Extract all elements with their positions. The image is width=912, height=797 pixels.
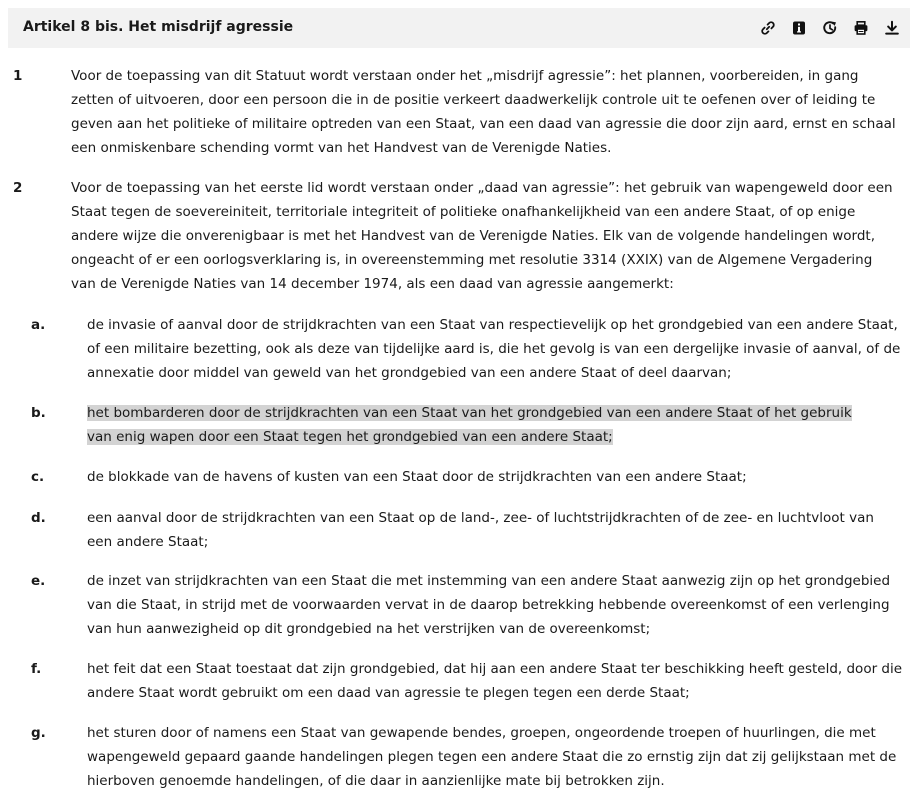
item-text: het feit dat een Staat toestaat dat zijn grondgebied, dat hij aan een andere Staat ter beschikking heeft gesteld, door die andere Staat wordt gebruikt om een daad van agressie te plegen tegen een derde Staat; (87, 661, 903, 701)
paragraph-number: 1 (13, 68, 23, 84)
item-text: de blokkade van de havens of kusten van een Staat door de strijdkrachten van een andere Staat; (87, 469, 747, 485)
paragraph-text: Voor de toepassing van dit Statuut wordt verstaan onder het „misdrijf agressie”: het plannen, voorbereiden, in gang zetten of uitvoeren, door een persoon die in de positie verkeert daadwerkelijk controle uit te oefenen over of leiding te geven aan het politieke of militaire optreden van een Staat, van een daad van agressie die door zijn aard, ernst en schaal een onmiskenbare schending vormt van het Handvest van de Verenigde Naties. (71, 68, 896, 156)
highlighted-text: het bombarderen door de strijdkrachten van een Staat van het grondgebied van een andere Staat of het gebruik van enig wapen door een Staat tegen het grondgebied van een andere Staat; (87, 405, 852, 445)
item-text: de invasie of aanval door de strijdkrachten van een Staat van respectievelijk op het grondgebied van een andere Staat, of een militaire bezetting, ook als deze van tijdelijke aard is, die het gevolg is van een dergelijke invasie of aanval, of de annexatie door middel van geweld van het grondgebied van een andere Staat of deel daarvan; (87, 317, 901, 381)
article-title: Artikel 8 bis. Het misdrijf agressie (23, 19, 294, 35)
item-text (87, 401, 877, 449)
article-toolbar (747, 18, 902, 38)
item-text: een aanval door de strijdkrachten van een Staat op de land-, zee- of luchtstrijdkrachten of de zee- en luchtvloot van een andere Staat; (87, 510, 874, 550)
item-letter: g. (31, 725, 46, 741)
print-icon[interactable] (851, 18, 871, 38)
item-letter: b. (31, 405, 46, 421)
item-letter: c. (31, 469, 45, 485)
history-icon[interactable] (820, 18, 840, 38)
item-text: het sturen door of namens een Staat van gewapende bendes, groepen, ongeordende troepen of huurlingen, die met wapengeweld gepaard gaande handelingen plegen tegen een andere Staat die zo ernstig zijn dat zij gelijkstaan met de hierboven genoemde handelingen, of die daar in aanzienlijke mate bij betrokken zijn. (87, 725, 897, 789)
item-letter: e. (31, 573, 46, 589)
paragraph-number: 2 (13, 180, 23, 196)
item-letter: a. (31, 317, 46, 333)
info-icon[interactable] (789, 18, 809, 38)
article-header (8, 8, 910, 48)
paragraph-text: Voor de toepassing van het eerste lid wordt verstaan onder „daad van agressie”: het gebruik van wapengeweld door een Staat tegen de soevereiniteit, territoriale integriteit of politieke onafhankelijkheid van een andere Staat, of op enige andere wijze die onverenigbaar is met het Handvest van de Verenigde Naties. Elk van de volgende handelingen wordt, ongeacht of er een oorlogsverklaring is, in overeenstemming met resolutie 3314 (XXIX) van de Algemene Vergadering van de Verenigde Naties van 14 december 1974, als een daad van agressie aangemerkt: (71, 180, 893, 292)
item-text: de inzet van strijdkrachten van een Staat die met instemming van een andere Staat aanwezig zijn op het grondgebied van die Staat, in strijd met de voorwaarden vervat in de daarop betrekking hebbende overeenkomst of een verlenging van hun aanwezigheid op dit grondgebied na het verstrijken van de overeenkomst; (87, 573, 891, 637)
item-letter: d. (31, 510, 46, 526)
link-icon[interactable] (758, 18, 778, 38)
download-icon[interactable] (882, 18, 902, 38)
item-letter: f. (31, 661, 42, 677)
